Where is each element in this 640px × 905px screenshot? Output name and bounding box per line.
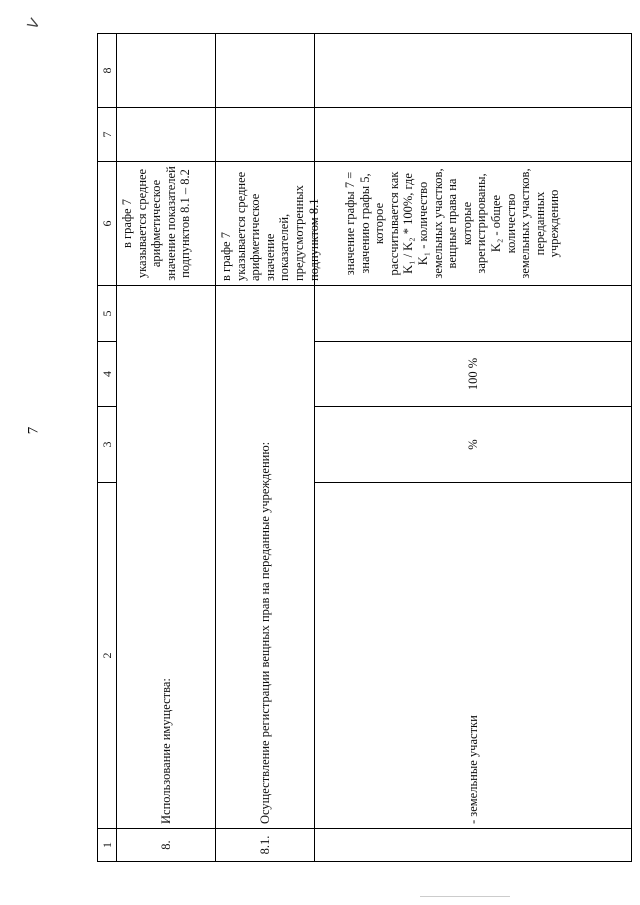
col-number-6: 6 xyxy=(97,161,117,286)
col-number-8: 8 xyxy=(97,33,117,108)
row-number xyxy=(314,828,632,862)
indicator-name: Использование имущества: xyxy=(116,285,216,829)
value-cell-col8 xyxy=(116,33,216,108)
target-value: 100 % xyxy=(314,341,632,407)
row-number: 8.1. xyxy=(215,828,315,862)
scan-artifact-line xyxy=(420,896,510,897)
calculation-method: в графе 7 указывается среднее арифметическое значение показателей, предусмотренных подпунктом 8.1 xyxy=(215,161,315,286)
value-cell-col8 xyxy=(314,33,632,108)
corner-mark: ᐯ xyxy=(25,16,44,33)
indicator-name: Осуществление регистрации вещных прав на переданные учреждению: xyxy=(215,285,315,829)
col-number-2: 2 xyxy=(97,482,117,829)
col-number-5: 5 xyxy=(97,285,117,342)
indicator-name: - земельные участки xyxy=(314,482,632,829)
value-cell-col7 xyxy=(116,107,216,162)
calculation-method: в графе 7 указывается среднее арифметическое значение показателей подпунктов 8.1 – 8.2 xyxy=(116,161,216,286)
value-cell-col5 xyxy=(314,285,632,342)
col-number-7: 7 xyxy=(97,107,117,162)
value-cell-col8 xyxy=(215,33,315,108)
indicators-table xyxy=(97,33,632,862)
row-number: 8. xyxy=(116,828,216,862)
unit-of-measure: % xyxy=(314,406,632,483)
col-number-4: 4 xyxy=(97,341,117,407)
page-number: 7 xyxy=(25,426,42,435)
calculation-method: значение графы 7 = значению графы 5, которое рассчитывается как K₁ / K₂ * 100%, где K₁ - количество земельных участков, вещные права на которые зарегистрированы, K₂ - общее количество земельных участков, переданных учреждению xyxy=(314,161,632,286)
col-number-3: 3 xyxy=(97,406,117,483)
value-cell-col7 xyxy=(314,107,632,162)
col-number-1: 1 xyxy=(97,828,117,862)
value-cell-col7 xyxy=(215,107,315,162)
